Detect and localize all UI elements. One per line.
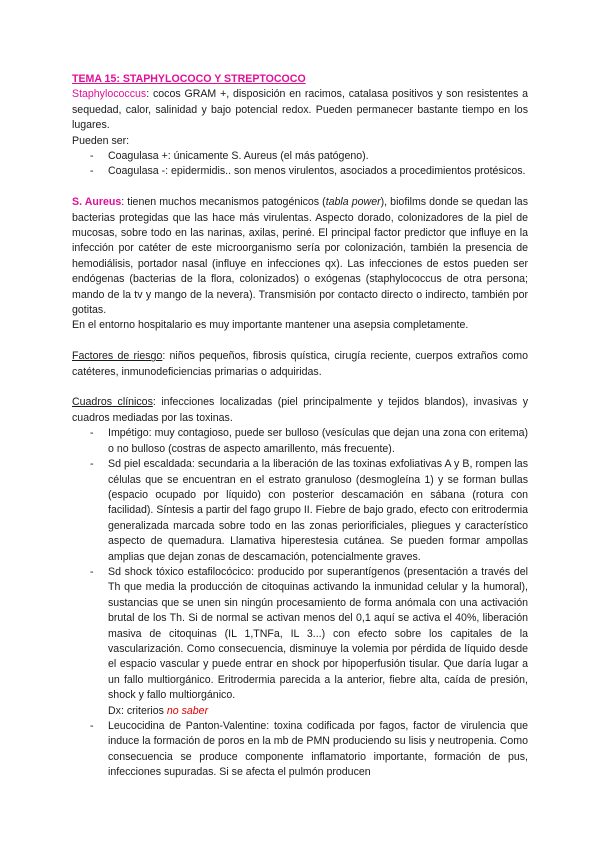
riesgo-label: Factores de riesgo xyxy=(72,350,163,363)
list-item: - Sd piel escaldada: secundaria a la liberación de las toxinas exfoliativas A y B, rompen las células que se encuentran en el estrato granuloso (desmogleína 1) y se forman bullas (espacio ocupado por líquido) con posterior descamación en sábana (rotura con facilidad). Síntesis a partir del fago grupo II. Fiebre de bajo grado, efecto con eritrodermia generalizada marcada sobre todo en las zonas periorificiales, pliegues y característico aspecto de quemadura. Llamativa hiperestesia cutánea. Se pueden formar ampollas amplias que dejan zonas de descamación, potencialmente graves. xyxy=(90,457,528,565)
aureus-italic: tabla power xyxy=(325,196,381,209)
list-item: - Coagulasa -: epidermidis.. son menos virulentos, asociados a procedimientos protésicos. xyxy=(90,164,528,179)
clinicos-text: : infecciones localizadas (piel principalmente y tejidos blandos), invasivas y cuadros mediadas por las toxinas. xyxy=(72,396,529,424)
intro-term: Staphylococcus xyxy=(72,88,147,101)
riesgo-paragraph xyxy=(72,349,528,380)
aureus-term: S. Aureus xyxy=(72,196,122,209)
clinicos-list xyxy=(72,426,528,703)
document-page xyxy=(72,72,528,781)
pueden-ser-label: Pueden ser: xyxy=(72,134,130,147)
aureus-paragraph xyxy=(72,195,528,318)
shock-text: Sd shock tóxico estafilocócico: producido por superantígenos (presentación a través del Th que media la producción de citoquinas activando la inmunidad celular y la humoral), sustancias que se unen sin ningún procesamiento de forma anómala con una activación brutal de los Th. Si de normal se activan menos del 0,1 aquí se activa el 40%, liberación masiva de citoquinas (IL 1,TNFa, IL 3...) con efecto sobre los capitales de la vascularización. Como consecuencia, disminuye la volemia por pérdida de líquido desde el espacio vascular y puede entrar en shock por hipoperfusión tisular. Que daría lugar a un fallo multiorgánico. Eritrodermia parecida a la anterior, fiebre alta, caída de presión, shock y fallo multiorgánico. xyxy=(108,565,528,702)
clinicos-paragraph xyxy=(72,395,528,426)
clinicos-label: Cuadros clínicos xyxy=(72,396,153,409)
clinicos-list-2 xyxy=(72,719,528,781)
aureus-text-b: ), biofilms donde se quedan las bacterias protegidas que las hace más virulentas. Aspecto dorado, colonizadores de la piel de mucosas, sobre todo en las narinas, axilas, periné. El principal factor predictor que influye en la infección por catéter de este microorganismo sería por colonización, también la presencia de hemodiálisis, portador nasal (influye en infecciones qx). Las infecciones de estos pueden ser endógenas (bacterias de la flora, colonizados) o exógenas (staphylococcus de otra persona; mando de la tv y mango de la nevera). Transmisión por contacto directo o indirecto, también por gotitas. xyxy=(72,196,528,317)
coagulasa-list xyxy=(72,149,528,180)
list-item: - Coagulasa +: únicamente S. Aureus (el más patógeno). xyxy=(90,149,528,164)
riesgo-text: : niños pequeños, fibrosis quística, cirugía reciente, cuerpos extraños como catéteres, inmunodeficiencias primarias o adquiridas. xyxy=(72,350,528,378)
dx-note: no saber xyxy=(166,704,209,717)
list-item xyxy=(90,565,528,704)
dx-line xyxy=(72,704,528,719)
list-item: - Leucocidina de Panton-Valentine: toxina codificada por fagos, factor de virulencia que induce la formación de poros en la mb de PMN produciendo su lisis y neutropenia. Como consecuencia se produce componente inflamatorio importante, formación de pus, infecciones supuradas. Si se afecta el pulmón producen xyxy=(90,719,528,781)
hospital-paragraph: En el entorno hospitalario es muy importante mantener una asepsia completamente. xyxy=(72,319,469,332)
intro-text: : cocos GRAM +, disposición en racimos, catalasa positivos y son resistentes a sequedad, calor, salinidad y bajo potencial redox. Pueden permanecer bastante tiempo en los lugares. xyxy=(72,88,528,132)
aureus-text-a: : tienen muchos mecanismos patogénicos ( xyxy=(121,196,326,209)
list-item: - Impétigo: muy contagioso, puede ser bulloso (vesículas que dejan una zona con eritema) o no bulloso (costras de aspecto amarillento, más frecuente). xyxy=(90,426,528,457)
dx-label: Dx: criterios xyxy=(108,704,167,717)
intro-paragraph xyxy=(72,87,528,133)
page-title: TEMA 15: STAPHYLOCOCO Y STREPTOCOCO xyxy=(72,73,306,85)
